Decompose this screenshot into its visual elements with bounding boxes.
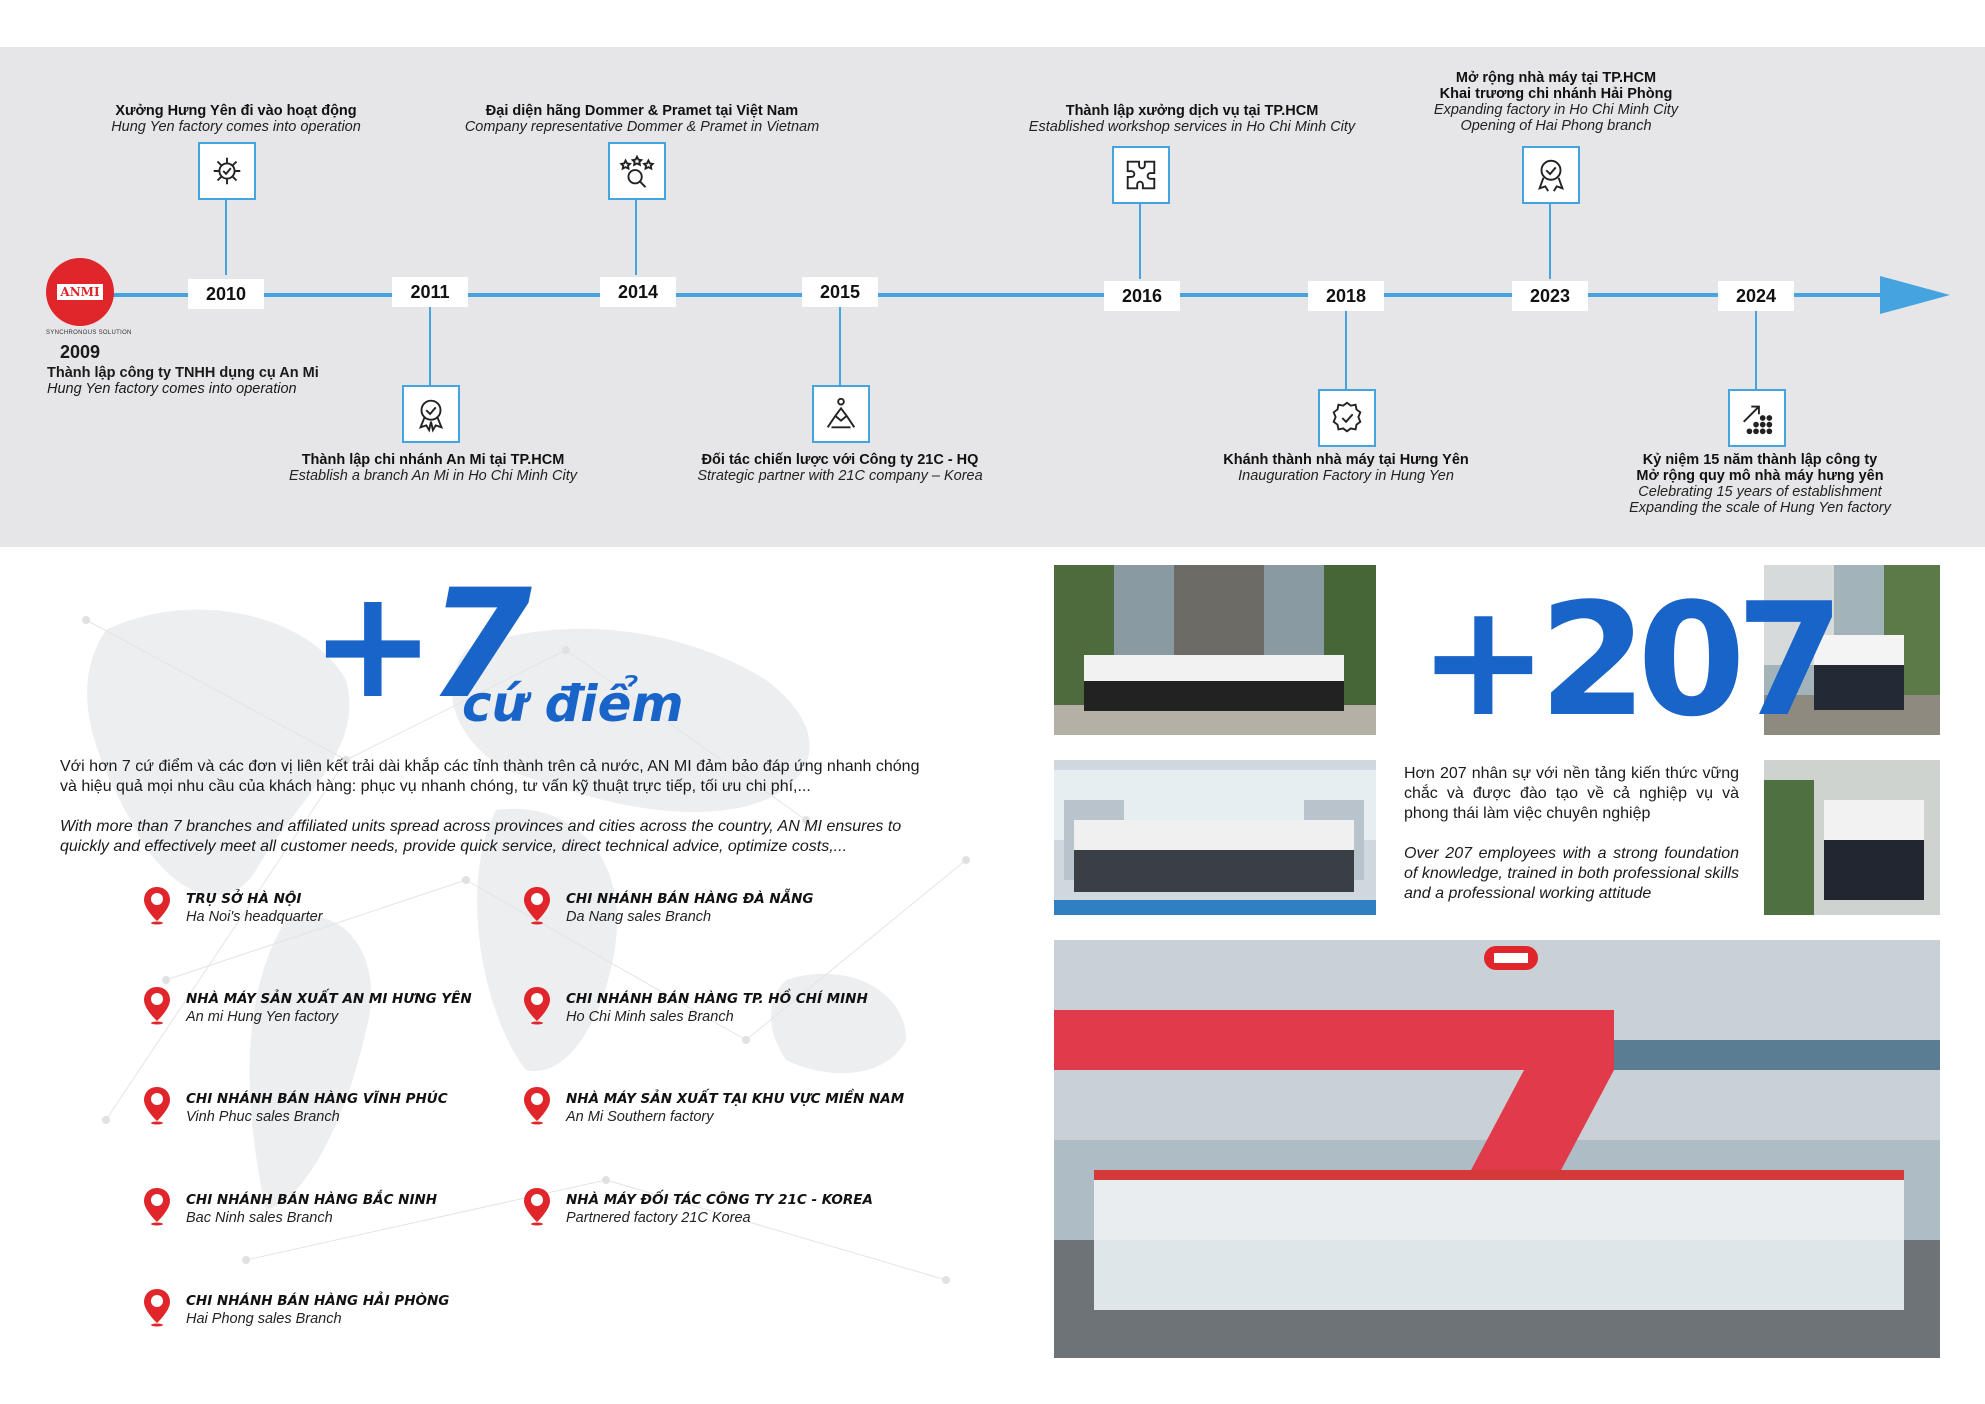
connector-2010 <box>225 198 227 275</box>
location-pin-icon <box>142 1186 172 1226</box>
award-badge-icon <box>402 385 460 443</box>
event-2014: Đại diện hãng Dommer & Pramet tại Việt Nam Company representative Dommer & Pramet in Vietnam <box>464 103 820 135</box>
connector-2018 <box>1345 311 1347 389</box>
event-2015: Đối tác chiến lược với Công ty 21C - HQ Strategic partner with 21C company – Korea <box>697 452 983 484</box>
location-item: CHI NHÁNH BÁN HÀNG ĐÀ NẴNG Da Nang sales Branch <box>522 885 814 925</box>
team-photo-workshop <box>1054 760 1376 915</box>
year-2023: 2023 <box>1512 281 1588 311</box>
connector-2016 <box>1139 202 1141 279</box>
year-2010: 2010 <box>188 279 264 309</box>
leadership-photo-garden <box>1764 760 1940 915</box>
event-2024: Kỷ niệm 15 năm thành lập công ty Mở rộng quy mô nhà máy hưng yên Celebrating 15 years of establishment Expanding the scale of Hung Yen factory <box>1629 452 1891 516</box>
year-2009: 2009 <box>60 342 101 362</box>
event-2009: Thành lập công ty TNHH dụng cụ An Mi Hung Yen factory comes into operation <box>47 365 319 397</box>
staff-desc-vi: Hơn 207 nhân sự với nền tảng kiến thức vững chắc và được đào tạo về cả nghiệp vụ và phong thái làm việc chuyên nghiệp <box>1404 765 1739 822</box>
event-2018: Khánh thành nhà máy tại Hưng Yên Inauguration Factory in Hung Yen <box>1223 452 1469 484</box>
logo-text: ANMI <box>57 284 102 300</box>
location-pin-icon <box>142 885 172 925</box>
event-2023: Mở rộng nhà máy tại TP.HCM Khai trương chi nhánh Hải Phòng Expanding factory in Ho Chi Minh City Opening of Hai Phong branch <box>1433 70 1679 134</box>
anmi-logo <box>46 258 114 326</box>
timeline-arrow-icon <box>1880 276 1950 314</box>
staff-count: +207 <box>1418 569 1835 751</box>
timeline-axis <box>110 293 1885 297</box>
location-pin-icon <box>142 985 172 1025</box>
factory-group-photo <box>1054 940 1940 1358</box>
connector-2024 <box>1755 311 1757 389</box>
year-2024: 2024 <box>1718 281 1794 311</box>
location-item: NHÀ MÁY ĐỐI TÁC CÔNG TY 21C - KOREA Partnered factory 21C Korea <box>522 1186 873 1226</box>
branch-count: +7 <box>310 558 525 732</box>
branches-desc-vi: Với hơn 7 cứ điểm và các đơn vị liên kết trải dài khắp các tỉnh thành trên cả nước, AN MI đảm bảo đáp ứng nhanh chóng và hiệu quả mọi nhu cầu của khách hàng: phục vụ nhanh chóng, tư vấn kỹ thuật trực tiếp, tối ưu chi phí,... <box>60 758 920 795</box>
connector-2023 <box>1549 202 1551 279</box>
handshake-icon <box>812 385 870 443</box>
location-item: NHÀ MÁY SẢN XUẤT TẠI KHU VỰC MIỀN NAM An Mi Southern factory <box>522 1085 904 1125</box>
connector-2011 <box>429 307 431 385</box>
certificate-icon <box>1522 146 1580 204</box>
gear-badge-icon <box>198 142 256 200</box>
location-pin-icon <box>142 1287 172 1327</box>
location-pin-icon <box>142 1085 172 1125</box>
puzzle-icon <box>1112 146 1170 204</box>
staff-desc-en: Over 207 employees with a strong foundation of knowledge, trained in both professional skills and a professional working attitude <box>1404 845 1739 902</box>
year-2018: 2018 <box>1308 281 1384 311</box>
location-item: NHÀ MÁY SẢN XUẤT AN MI HƯNG YÊN An mi Hung Yen factory <box>142 985 472 1025</box>
stars-magnifier-icon <box>608 142 666 200</box>
location-item: CHI NHÁNH BÁN HÀNG VĨNH PHÚC Vinh Phuc sales Branch <box>142 1085 448 1125</box>
branches-desc-en: With more than 7 branches and affiliated units spread across provinces and cities across the country, AN MI ensures to quickly and effectively meet all customer needs, provide quick service, direct technical advice, optimize costs,... <box>60 818 902 855</box>
year-2016: 2016 <box>1104 281 1180 311</box>
event-2010: Xưởng Hưng Yên đi vào hoạt động Hung Yen factory comes into operation <box>111 103 361 135</box>
connector-2014 <box>635 198 637 275</box>
logo-tagline: SYNCHRONOUS SOLUTION <box>46 330 132 336</box>
year-2011: 2011 <box>392 277 468 307</box>
location-item: CHI NHÁNH BÁN HÀNG TP. HỒ CHÍ MINH Ho Chi Minh sales Branch <box>522 985 868 1025</box>
connector-2015 <box>839 307 841 385</box>
location-pin-icon <box>522 1085 552 1125</box>
location-pin-icon <box>522 1186 552 1226</box>
award-badge-icon <box>1318 389 1376 447</box>
team-photo-office <box>1054 565 1376 735</box>
branch-count-label: cứ điểm <box>462 675 684 733</box>
location-pin-icon <box>522 985 552 1025</box>
location-item: TRỤ SỞ HÀ NỘI Ha Noi's headquarter <box>142 885 323 925</box>
year-2015: 2015 <box>802 277 878 307</box>
location-item: CHI NHÁNH BÁN HÀNG HẢI PHÒNG Hai Phong sales Branch <box>142 1287 449 1327</box>
location-pin-icon <box>522 885 552 925</box>
event-2016: Thành lập xưởng dịch vụ tại TP.HCM Established workshop services in Ho Chi Minh City <box>1028 103 1356 135</box>
location-item: CHI NHÁNH BÁN HÀNG BẮC NINH Bac Ninh sales Branch <box>142 1186 437 1226</box>
year-2014: 2014 <box>600 277 676 307</box>
event-2011: Thành lập chi nhánh An Mi tại TP.HCM Establish a branch An Mi in Ho Chi Minh City <box>289 452 577 484</box>
growth-dots-icon <box>1728 389 1786 447</box>
